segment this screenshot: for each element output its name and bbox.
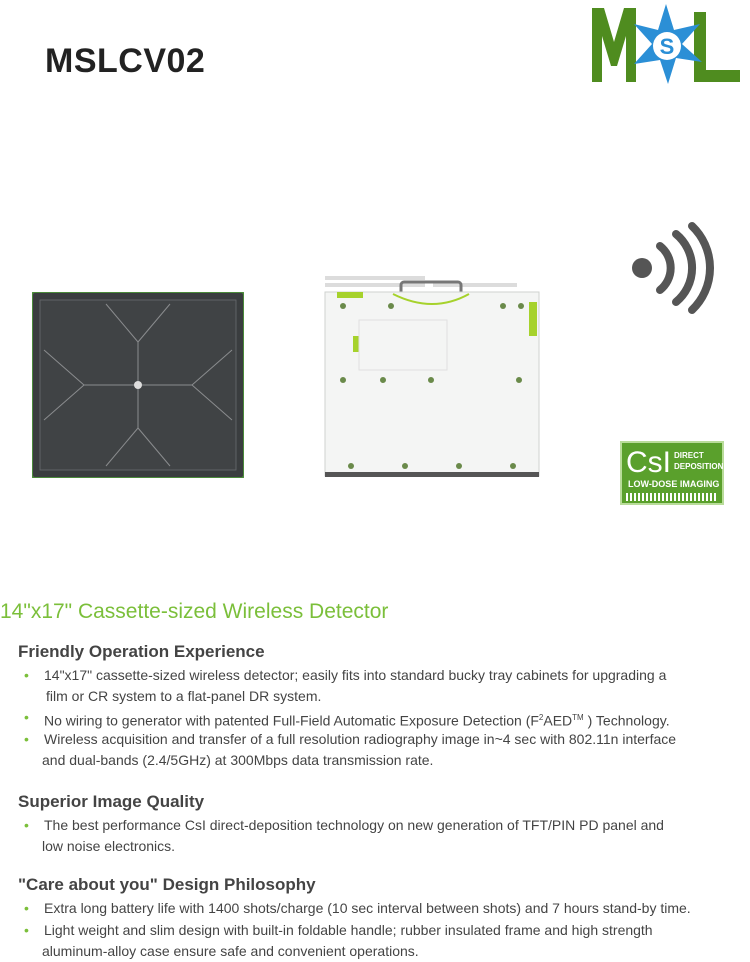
list-item-text-cont: and dual-bands (2.4/5GHz) at 300Mbps data transmission rate. xyxy=(42,752,434,768)
detector-front-image xyxy=(32,292,244,478)
list-item-text-cont: aluminum-alloy case ensure safe and convenient operations. xyxy=(42,943,419,959)
list-item-text: Wireless acquisition and transfer of a full resolution radiography image in~4 sec with 802.11n interface xyxy=(44,731,677,747)
list-item xyxy=(24,920,744,962)
bullet-glyph: • xyxy=(24,900,29,916)
csi-badge-stripes xyxy=(626,493,718,501)
list-item xyxy=(24,729,744,771)
list-item-text-cont: film or CR system to a flat-panel DR system. xyxy=(46,688,322,704)
list-item-text: Extra long battery life with 1400 shots/charge (10 sec interval between shots) and 7 hours stand-by time. xyxy=(44,900,691,916)
text-part: AED xyxy=(543,712,573,729)
list-item-text: The best performance CsI direct-deposition technology on new generation of TFT/PIN PD panel and xyxy=(44,817,664,833)
text-part: No wiring to generator with patented Full-Field Automatic Exposure Detection (F xyxy=(44,712,539,729)
list-item xyxy=(24,707,744,732)
bullet-glyph: • xyxy=(24,922,29,938)
csi-badge xyxy=(620,441,724,505)
section-heading-design: "Care about you" Design Philosophy xyxy=(18,875,316,894)
msl-logo xyxy=(590,2,742,86)
detector-back-image xyxy=(323,276,541,478)
bullet-glyph: • xyxy=(24,731,29,747)
bullet-glyph: • xyxy=(24,667,29,683)
superscript: 2 xyxy=(538,713,544,722)
list-item xyxy=(24,898,744,919)
page-title: MSLCV02 xyxy=(45,42,206,80)
list-item-text-cont: low noise electronics. xyxy=(42,838,176,854)
wireless-icon xyxy=(626,222,718,314)
bullet-glyph: • xyxy=(24,817,29,833)
product-subtitle: 14"x17" Cassette-sized Wireless Detector xyxy=(0,600,389,623)
trademark: TM xyxy=(572,713,584,722)
csi-badge-line2: DEPOSITION xyxy=(674,462,724,471)
csi-badge-line1: DIRECT xyxy=(674,451,704,460)
svg-text:S: S xyxy=(659,34,675,59)
list-item xyxy=(24,815,744,857)
text-part: ) Technology. xyxy=(583,712,670,729)
section-heading-operation: Friendly Operation Experience xyxy=(18,642,265,661)
list-item xyxy=(24,665,744,707)
csi-badge-line3: LOW-DOSE IMAGING xyxy=(628,479,720,489)
section-heading-image-quality: Superior Image Quality xyxy=(18,792,205,811)
list-item-text: Light weight and slim design with built-in foldable handle; rubber insulated frame and high strength xyxy=(44,922,653,938)
bullet-glyph: • xyxy=(24,709,29,725)
list-item-text: 14"x17" cassette-sized wireless detector; easily fits into standard bucky tray cabinets for upgrading a xyxy=(44,667,667,683)
list-item-text xyxy=(24,707,744,732)
csi-badge-big: CsI xyxy=(626,446,671,479)
